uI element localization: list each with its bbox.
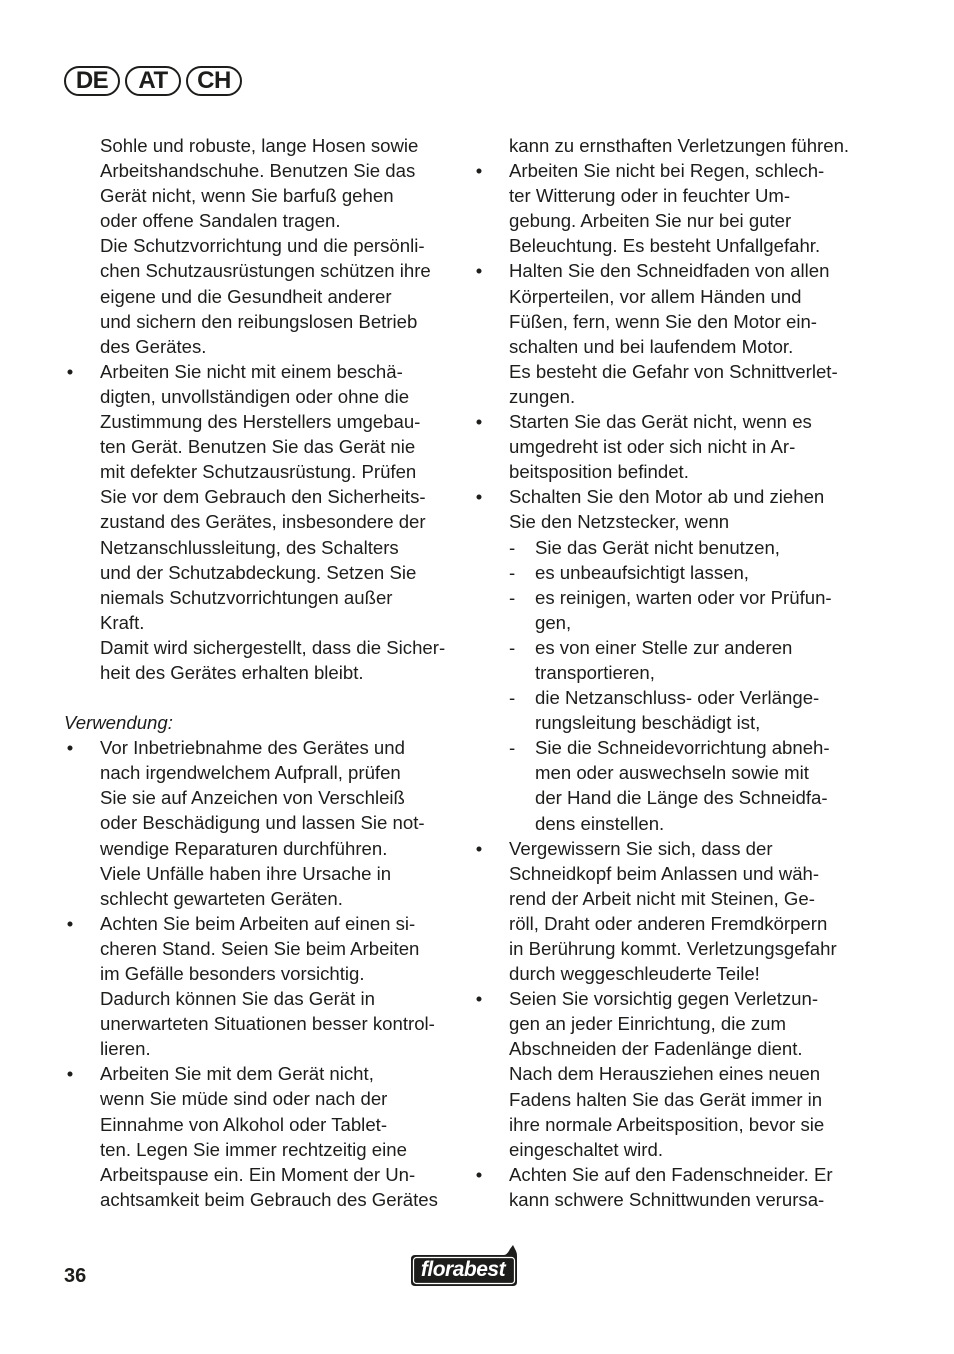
text-line: transportieren, <box>535 661 655 683</box>
text-line: umgedreht ist oder sich nicht in Ar- <box>509 436 796 458</box>
text-line: oder offene Sandalen tragen. <box>100 210 341 232</box>
text-line: wenn Sie müde sind oder nach der <box>100 1088 388 1110</box>
text-line: Körperteilen, vor allem Händen und <box>509 285 802 307</box>
dash-item-line: - die Netzanschluss- oder Verlänge- <box>473 685 868 710</box>
dash-item-line: - es von einer Stelle zur anderen <box>473 635 868 660</box>
text-line: kann zu ernsthaften Verletzungen führen. <box>509 135 850 156</box>
bullet-item-line: • Schalten Sie den Motor ab und ziehen <box>473 484 868 509</box>
text-line: röll, Draht oder anderen Fremdkörpern <box>509 912 828 934</box>
text-line: gen, <box>535 611 572 633</box>
logo-text: florabest <box>420 1258 506 1281</box>
text-line: Nach dem Herausziehen eines neuen <box>509 1063 821 1085</box>
dash-item-line: - es unbeaufsichtigt lassen, <box>473 560 868 585</box>
text-line: beitsposition befindet. <box>509 461 689 483</box>
country-badge-ch: CH <box>186 66 242 96</box>
right-column <box>473 133 868 1212</box>
text-line: Netzanschlussleitung, des Schalters <box>100 536 399 558</box>
bullet-item-line: • Achten Sie auf den Fadenschneider. Er <box>473 1162 868 1187</box>
bullet-item-line: • Halten Sie den Schneidfaden von allen <box>473 258 868 283</box>
text-line: eigene und die Gesundheit anderer <box>100 285 392 307</box>
text-line: Fadens halten Sie das Gerät immer in <box>509 1088 823 1110</box>
text-line: ihre normale Arbeitsposition, bevor sie <box>509 1113 825 1135</box>
text-line: lieren. <box>100 1038 151 1060</box>
text-line: Einnahme von Alkohol oder Tablet- <box>100 1113 388 1135</box>
text-line: digten, unvollständigen oder ohne die <box>100 385 410 407</box>
text-line: Damit wird sichergestellt, dass die Sicher- <box>100 636 446 658</box>
text-line: Sie sie auf Anzeichen von Verschleiß <box>100 787 405 809</box>
text-line: Sie vor dem Gebrauch den Sicherheits- <box>100 486 426 508</box>
text-line: ten. Legen Sie immer rechtzeitig eine <box>100 1138 407 1160</box>
text-line: rungsleitung beschädigt ist, <box>535 712 761 734</box>
florabest-logo <box>406 1244 520 1290</box>
text-line: des Gerätes. <box>100 335 207 357</box>
text-line: Zustimmung des Herstellers umgebau- <box>100 411 421 433</box>
text-line: gen an jeder Einrichtung, die zum <box>509 1013 787 1035</box>
text-line: Es besteht die Gefahr von Schnittverlet- <box>509 360 838 382</box>
bullet-item-line: • Achten Sie beim Arbeiten auf einen si- <box>64 911 454 936</box>
text-line: Sohle und robuste, lange Hosen sowie <box>100 135 419 156</box>
section-heading: Verwendung: <box>64 712 173 734</box>
text-line: achtsamkeit beim Gebrauch des Gerätes <box>100 1188 438 1210</box>
text-line: eingeschaltet wird. <box>509 1138 663 1160</box>
text-line: Viele Unfälle haben ihre Ursache in <box>100 862 392 884</box>
text-line: schlecht gewarteten Geräten. <box>100 887 343 909</box>
text-line: Die Schutzvorrichtung und die persönli- <box>100 235 425 257</box>
text-line: der Hand die Länge des Schneidfa- <box>535 787 828 809</box>
paragraph-gap <box>64 685 454 710</box>
text-line: in Berührung kommt. Verletzungsgefahr <box>509 938 837 959</box>
text-line: chen Schutzausrüstungen schützen ihre <box>100 260 431 282</box>
text-line: zustand des Gerätes, insbesondere der <box>100 511 426 533</box>
bullet-item-line: • Arbeiten Sie nicht bei Regen, schlech- <box>473 158 868 183</box>
text-line: und sichern den reibungslosen Betrieb <box>100 310 418 332</box>
text-line: schalten und bei laufendem Motor. <box>509 335 794 357</box>
text-line: Arbeitshandschuhe. Benutzen Sie das <box>100 160 416 182</box>
text-line: Dadurch können Sie das Gerät in <box>100 988 375 1010</box>
text-line: ter Witterung oder in feuchter Um- <box>509 185 791 207</box>
text-line: und der Schutzabdeckung. Setzen Sie <box>100 561 417 583</box>
bullet-item-line: • Vor Inbetriebnahme des Gerätes und <box>64 735 454 760</box>
text-line: niemals Schutzvorrichtungen außer <box>100 586 393 608</box>
text-line: men oder auswechseln sowie mit <box>535 762 809 784</box>
dash-item-line: - es reinigen, warten oder vor Prüfun- <box>473 585 868 610</box>
text-line: rend der Arbeit nicht mit Steinen, Ge- <box>509 887 815 909</box>
text-line: Beleuchtung. Es besteht Unfallgefahr. <box>509 235 821 257</box>
text-line: kann schwere Schnittwunden verursa- <box>509 1188 825 1210</box>
bullet-item-line: • Arbeiten Sie mit dem Gerät nicht, <box>64 1061 454 1086</box>
text-line: heit des Gerätes erhalten bleibt. <box>100 661 364 683</box>
text-line: Füßen, fern, wenn Sie den Motor ein- <box>509 310 817 332</box>
text-line: ten Gerät. Benutzen Sie das Gerät nie <box>100 436 416 458</box>
bullet-item-line: • Seien Sie vorsichtig gegen Verletzun- <box>473 986 868 1011</box>
bullet-item-line: • Starten Sie das Gerät nicht, wenn es <box>473 409 868 434</box>
left-column <box>64 133 454 1212</box>
text-line: cheren Stand. Seien Sie beim Arbeiten <box>100 937 420 959</box>
text-line: zungen. <box>509 385 576 407</box>
text-line: wendige Reparaturen durchführen. <box>100 837 388 859</box>
bullet-item-line: • Arbeiten Sie nicht mit einem beschä- <box>64 359 454 384</box>
text-line: gebung. Arbeiten Sie nur bei guter <box>509 210 792 232</box>
text-line: Schneidkopf beim Anlassen und wäh- <box>509 862 820 884</box>
text-line: oder Beschädigung und lassen Sie not- <box>100 812 425 834</box>
text-line: durch weggeschleuderte Teile! <box>509 963 760 985</box>
text-line: nach irgendwelchem Aufprall, prüfen <box>100 762 401 784</box>
country-badges <box>64 66 242 96</box>
text-line: Arbeitspause ein. Ein Moment der Un- <box>100 1163 416 1185</box>
page-number: 36 <box>64 1265 87 1287</box>
text-line: Sie den Netzstecker, wenn <box>509 511 730 533</box>
text-line: mit defekter Schutzausrüstung. Prüfen <box>100 461 417 483</box>
dash-item-line: - Sie das Gerät nicht benutzen, <box>473 535 868 560</box>
text-line: unerwarteten Situationen besser kontrol- <box>100 1013 435 1035</box>
country-badge-at: AT <box>125 66 181 96</box>
text-line: Abschneiden der Fadenlänge dient. <box>509 1038 803 1060</box>
text-line: im Gefälle besonders vorsichtig. <box>100 963 365 984</box>
text-line: dens einstellen. <box>535 812 665 834</box>
country-badge-de: DE <box>64 66 120 96</box>
text-line: Kraft. <box>100 611 145 633</box>
bullet-item-line: • Vergewissern Sie sich, dass der <box>473 836 868 861</box>
dash-item-line: - Sie die Schneidevorrichtung abneh- <box>473 735 868 760</box>
text-line: Gerät nicht, wenn Sie barfuß gehen <box>100 185 394 207</box>
